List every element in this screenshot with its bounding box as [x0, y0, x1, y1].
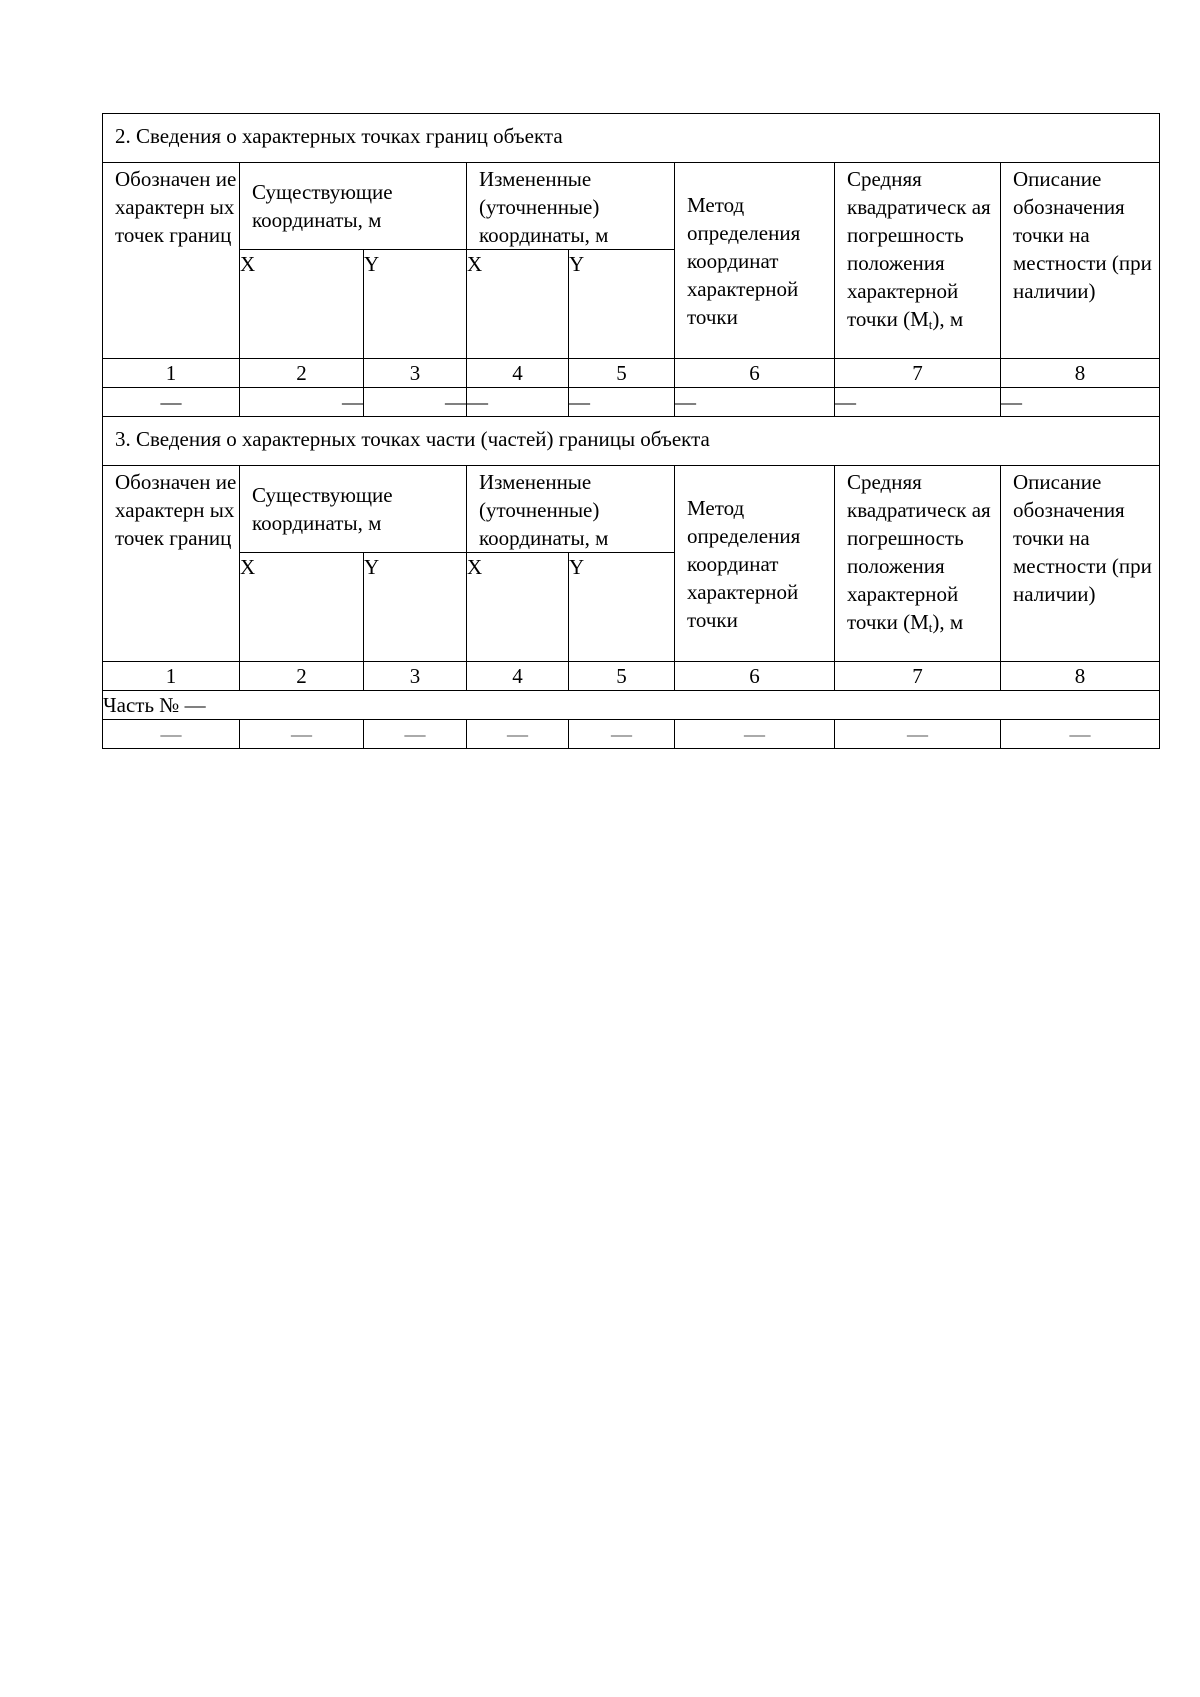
table-cell: — — [103, 388, 240, 417]
section3-title: 3. Сведения о характерных точках части (частей) границы объекта — [103, 417, 1160, 466]
header-description — [1001, 163, 1160, 359]
header-description-text: Описание обозначения точки на местности (при наличии) — [1013, 167, 1152, 303]
header-method-text: Метод определения координат характерной точки — [687, 496, 801, 632]
section2-title: 2. Сведения о характерных точках границ объекта — [103, 114, 1160, 163]
header-description-text: Описание обозначения точки на местности (при наличии) — [1013, 470, 1152, 606]
header-changed-y: Y — [569, 250, 675, 359]
table-cell: — — [835, 720, 1001, 749]
table-cell: — — [240, 720, 364, 749]
column-number: 8 — [1001, 359, 1160, 388]
table-cell: — — [835, 388, 1001, 417]
header-existing — [240, 466, 467, 553]
header-method — [675, 163, 835, 359]
header-existing-x: X — [240, 553, 364, 662]
table-cell: — — [569, 720, 675, 749]
part-label: Часть № — — [103, 691, 1160, 720]
header-method-text: Метод определения координат характерной точки — [687, 193, 801, 329]
header-error — [835, 163, 1001, 359]
column-numbers-row — [103, 662, 1160, 691]
table-row — [103, 388, 1160, 417]
header-changed-text: Измененные (уточненные) координаты, м — [479, 470, 609, 550]
column-number: 1 — [103, 359, 240, 388]
header-changed — [467, 163, 675, 250]
column-number: 6 — [675, 359, 835, 388]
header-designation-text: Обозначен ие характерн ых точек границ — [115, 470, 237, 550]
header-description — [1001, 466, 1160, 662]
header-error-text: Средняя квадратическ ая погрешность положения характерной точки (M — [847, 470, 991, 634]
header-changed-text: Измененные (уточненные) координаты, м — [479, 167, 609, 247]
header-changed-x: X — [467, 553, 569, 662]
column-number: 1 — [103, 662, 240, 691]
column-number: 5 — [569, 662, 675, 691]
header-existing-x: X — [240, 250, 364, 359]
column-number: 3 — [364, 359, 467, 388]
header-changed-y: Y — [569, 553, 675, 662]
header-method — [675, 466, 835, 662]
header-changed — [467, 466, 675, 553]
table-cell: — — [1001, 720, 1160, 749]
header-error-suffix: ), м — [932, 307, 964, 331]
column-number: 4 — [467, 662, 569, 691]
header-designation — [103, 163, 240, 359]
header-existing-text: Существующие координаты, м — [252, 180, 393, 232]
table-cell: — — [467, 720, 569, 749]
header-existing-text: Существующие координаты, м — [252, 483, 393, 535]
header-existing — [240, 163, 467, 250]
column-numbers-row — [103, 359, 1160, 388]
table-cell: — — [675, 388, 835, 417]
table-cell: — — [364, 388, 467, 417]
header-error-sub: t — [928, 317, 933, 332]
table-cell: — — [1001, 388, 1160, 417]
table-cell: — — [675, 720, 835, 749]
header-error — [835, 466, 1001, 662]
column-number: 7 — [835, 359, 1001, 388]
column-number: 5 — [569, 359, 675, 388]
column-number: 2 — [240, 662, 364, 691]
column-number: 8 — [1001, 662, 1160, 691]
table-cell: — — [103, 720, 240, 749]
table-cell: — — [467, 388, 569, 417]
column-number: 3 — [364, 662, 467, 691]
table-row — [103, 720, 1160, 749]
header-designation — [103, 466, 240, 662]
header-designation-text: Обозначен ие характерн ых точек границ — [115, 167, 237, 247]
column-number: 6 — [675, 662, 835, 691]
header-existing-y: Y — [364, 250, 467, 359]
column-number: 7 — [835, 662, 1001, 691]
column-number: 4 — [467, 359, 569, 388]
boundary-points-table — [102, 113, 1160, 749]
table-cell: — — [240, 388, 364, 417]
header-error-text: Средняя квадратическ ая погрешность положения характерной точки (M — [847, 167, 991, 331]
table-cell: — — [364, 720, 467, 749]
header-error-sub: t — [928, 620, 933, 635]
header-existing-y: Y — [364, 553, 467, 662]
header-changed-x: X — [467, 250, 569, 359]
header-error-suffix: ), м — [932, 610, 964, 634]
table-cell: — — [569, 388, 675, 417]
column-number: 2 — [240, 359, 364, 388]
